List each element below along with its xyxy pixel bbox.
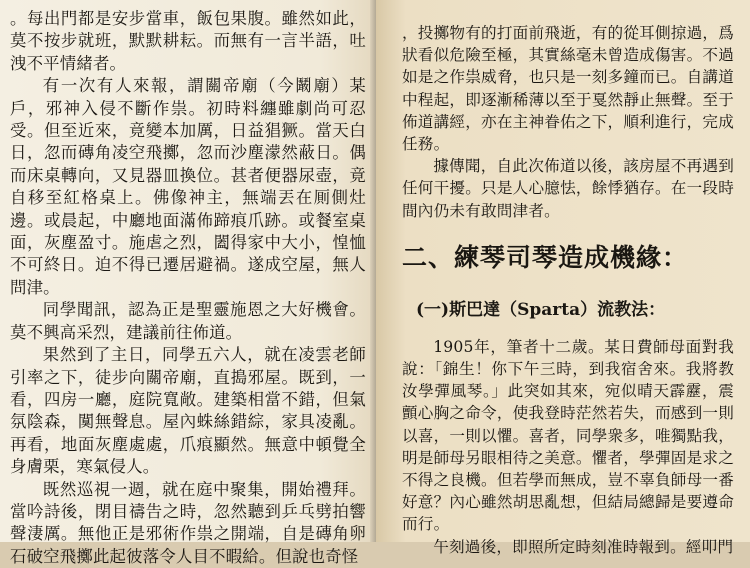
left-paragraph-4: 果然到了主日，同學五六人，就在凌雲老師引率之下，徒步向關帝廟，直搗邪屋。既到，一看，四房一廳，庭院寬敞。建築相當不錯，但氣氛陰森，闃無聲息。屋內蛛絲錯綜，家具凌亂。再看，地面灰塵處處，爪痕顯然。無意中頓覺全身膚栗，寒氣侵人。 [10, 345, 366, 477]
left-paragraph-3: 同學聞訊，認為正是聖靈施恩之大好機會。莫不興高采烈，建議前往佈道。 [10, 300, 366, 342]
right-paragraph-3: 1905年，筆者十二歲。某日費師母面對我說：「錦生！你下午三時，到我宿舍來。我將教汝學彈風琴。」此突如其來，宛似晴天霹靂，震顫心胸之命令，使我登時茫然若失，而感到一則以喜，一則以懼。喜者，同學衆多，唯獨點我，明是師母另眼相待之美意。懼者，學彈固是求之不得之良機。但若學而無成，豈不辜負師母一番好意？內心雖然胡思亂想，但結局總歸是要遵命而行。 [402, 337, 734, 534]
left-page [0, 0, 376, 566]
subsection-title: (一)斯巴達（Sparta）流教法： [416, 299, 666, 320]
right-paragraph-2: 據傳聞，自此次佈道以後，該房屋不再遇到任何干擾。只是人心臆怯，餘悸猶存。在一段時間內仍未有敢問津者。 [402, 157, 734, 220]
left-paragraph-5: 既然巡視一週，就在庭中聚集，開始禮拜。當吟詩後，閉目禱告之時，忽然聽到乒乓劈拍響聲淒厲。無他正是邪術作祟之開端，自是磚角卵石破空飛擲此起彼落令人目不暇給。但說也奇怪 [10, 479, 366, 566]
section-title: 二、練琴司琴造成機緣： [402, 242, 689, 272]
right-page [376, 0, 750, 556]
left-paragraph-2: 有一次有人來報，謂關帝廟（今鬫廟）某戶，邪神入侵不斷作祟。初時料纏雖劇尚可忍受。但至近來，竟變本加厲，日益猖獗。當天白日，忽而磚角凌空飛擲，忽而沙塵濛然蔽日。偶而床桌轉向，又見器皿換位。甚者便器尿壺，竟自移至紅格桌上。佛像神主，無端丟在厠側灶邊。或晨起，中廳地面滿佈蹄痕爪跡。或餐室桌面，灰塵盈寸。施虐之烈，闔得家中大小，惶恤不可終日。迫不得已遷居避禍。遂成空屋，無人問津。 [10, 76, 366, 297]
right-paragraph-1: ，投擲物有的打面前飛逝，有的從耳側掠過，爲狀看似危險至極，其實絲毫未曾造成傷害。不過如是之作祟威脅，也只是一刻多鐘而已。自講道中程起，即逐漸稀薄以至于戛然靜止無聲。至于佈道講經，亦在主神眷佑之下，順利進行，完成任務。 [402, 24, 734, 154]
left-paragraph-1: 。每出門都是安步當車，飯包果腹。雖然如此，莫不按步就班，默默耕耘。而無有一言半語，吐洩不平情緒者。 [10, 9, 366, 73]
right-paragraph-4: 午刻過後，即照所定時刻准時報到。經叩門 [433, 537, 734, 556]
